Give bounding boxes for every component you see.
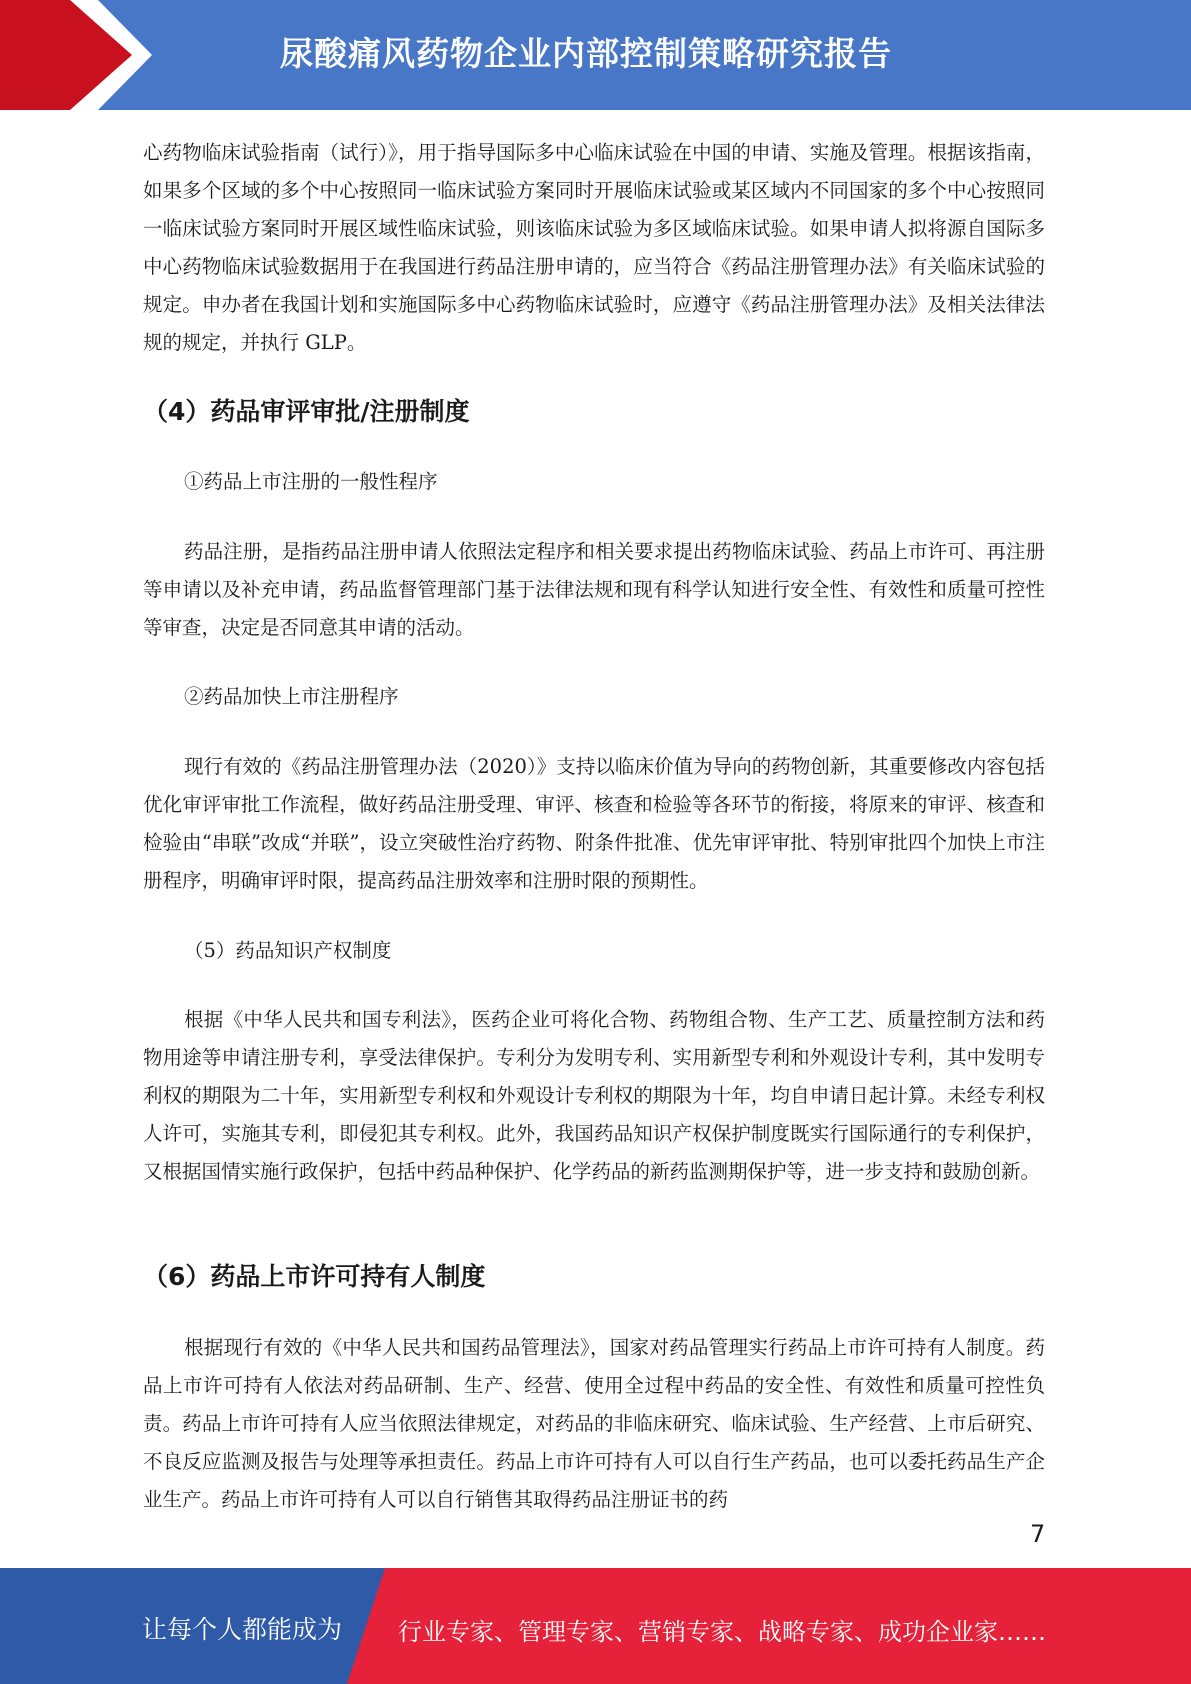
footer-slogan-right: 行业专家、管理专家、营销专家、战略专家、成功企业家…… (398, 1618, 1046, 1646)
paragraph-drug-registration: 药品注册，是指药品注册申请人依照法定程序和相关要求提出药物临床试验、药品上市许可、再注册等申请以及补充申请，药品监督管理部门基于法律法规和现有科学认知进行安全性、有效性和质量可控性等审查，决定是否同意其申请的活动。 (143, 540, 1045, 639)
paragraph-international-trials: 心药物临床试验指南（试行）》，用于指导国际多中心临床试验在中国的申请、实施及管理。根据该指南，如果多个区域的多个中心按照同一临床试验方案同时开展临床试验或某区域内不同国家的多个中心按照同一临床试验方案同时开展区域性临床试验，则该临床试验为多区域临床试验。如果申请人拟将源自国际多中心药物临床试验数据用于在我国进行药品注册申请的，应当符合《药品注册管理办法》有关临床试验的规定。申办者在我国计划和实施国际多中心药物临床试验时，应遵守《药品注册管理办法》及相关法律法规的规定，并执行 GLP。 (143, 141, 1045, 354)
subheading-intellectual-property: （5）药品知识产权制度 (184, 939, 392, 962)
page-footer (0, 1568, 1191, 1684)
section-heading-4: （4）药品审评审批/注册制度 (143, 397, 470, 426)
paragraph-patent-law: 根据《中华人民共和国专利法》，医药企业可将化合物、药物组合物、生产工艺、质量控制方法和药物用途等申请注册专利，享受法律保护。专利分为发明专利、实用新型专利和外观设计专利，其中发明专利权的期限为二十年，实用新型专利权和外观设计专利权的期限为十年，均自申请日起计算。未经专利权人许可，实施其专利，即侵犯其专利权。此外，我国药品知识产权保护制度既实行国际通行的专利保护，又根据国情实施行政保护，包括中药品种保护、化学药品的新药监测期保护等，进一步支持和鼓励创新。 (143, 1008, 1045, 1183)
subheading-general-procedure: ①药品上市注册的一般性程序 (184, 470, 438, 493)
footer-slogan-left: 让每个人都能成为 (142, 1615, 343, 1644)
paragraph-mah-system: 根据现行有效的《中华人民共和国药品管理法》，国家对药品管理实行药品上市许可持有人制度。药品上市许可持有人依法对药品研制、生产、经营、使用全过程中药品的安全性、有效性和质量可控性负责。药品上市许可持有人应当依照法律规定，对药品的非临床研究、临床试验、生产经营、上市后研究、不良反应监测及报告与处理等承担责任。药品上市许可持有人可以自行生产药品，也可以委托药品生产企业生产。药品上市许可持有人可以自行销售其取得药品注册证书的药 (143, 1336, 1045, 1511)
report-title: 尿酸痛风药物企业内部控制策略研究报告 (280, 34, 892, 73)
paragraph-registration-measures: 现行有效的《药品注册管理办法（2020）》支持以临床价值为导向的药物创新，其重要修改内容包括优化审评审批工作流程，做好药品注册受理、审评、核查和检验等各环节的衔接，将原来的审评、核查和检验由“串联”改成“并联”，设立突破性治疗药物、附条件批准、优先审评审批、特别审批四个加快上市注册程序，明确审评时限，提高药品注册效率和注册时限的预期性。 (143, 755, 1045, 892)
subheading-accelerated-procedure: ②药品加快上市注册程序 (184, 685, 399, 708)
page-number: 7 (1030, 1520, 1046, 1548)
section-heading-6: （6）药品上市许可持有人制度 (143, 1262, 486, 1291)
page-header (0, 0, 1191, 110)
